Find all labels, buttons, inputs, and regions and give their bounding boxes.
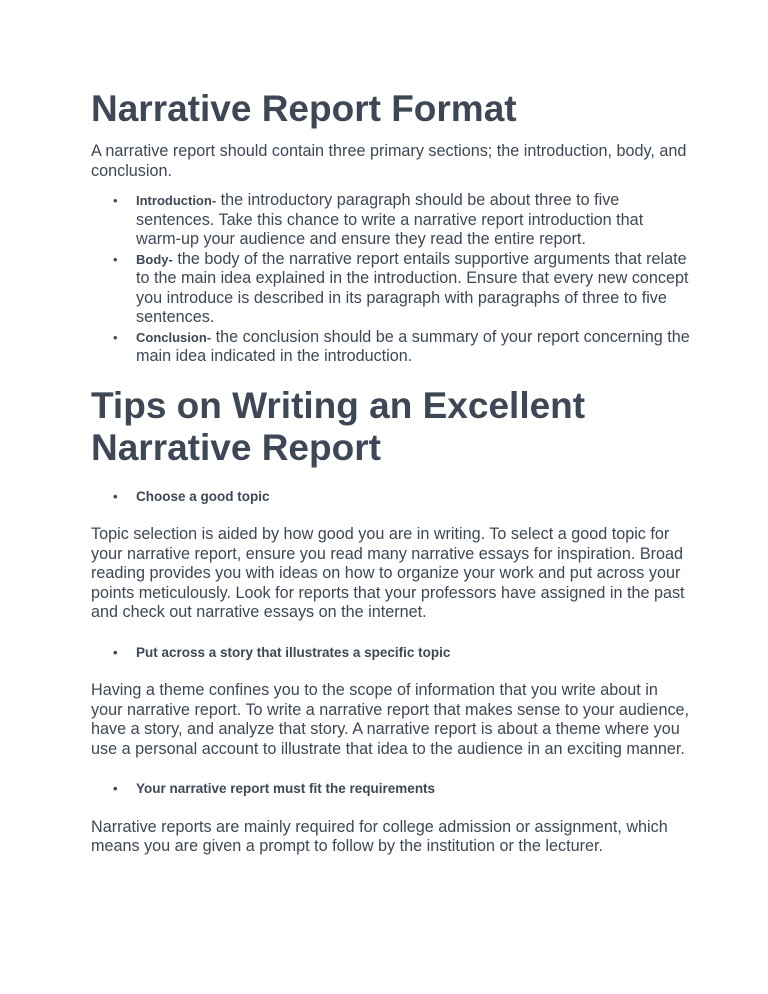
tip-heading-text: Your narrative report must fit the requirements bbox=[136, 781, 436, 796]
intro-paragraph: A narrative report should contain three primary sections; the introduction, body, and conclusion. bbox=[91, 142, 687, 180]
list-item-term: Introduction- bbox=[136, 193, 217, 208]
bullet-icon: • bbox=[113, 781, 118, 796]
section-title: Tips on Writing an Excellent Narrative Report bbox=[91, 384, 586, 468]
list-item-text: the body of the narrative report entails supportive arguments that relate to the main idea explained in the introduction. Ensure that every new concept you introduce is described in its paragraph with paragraphs of three to five sentences. bbox=[136, 249, 689, 326]
report-sections-list bbox=[91, 191, 691, 367]
tip-heading bbox=[91, 643, 691, 663]
bullet-icon: • bbox=[113, 488, 118, 504]
list-item-term: Body- bbox=[136, 251, 173, 267]
tip-heading-text: Choose a good topic bbox=[136, 488, 270, 504]
list-item bbox=[91, 328, 691, 367]
list-item-text: the introductory paragraph should be about three to five sentences. Take this chance to write a narrative report introduction that warm-up your audience and ensure they read the entire report. bbox=[136, 191, 644, 248]
tip-paragraph: Narrative reports are mainly required for college admission or assignment, which means you are given a prompt to follow by the institution or the lecturer. bbox=[91, 817, 668, 855]
list-item bbox=[91, 191, 691, 250]
list-item-text: the conclusion should be a summary of your report concerning the main idea indicated in the introduction. bbox=[136, 327, 690, 365]
bullet-icon: • bbox=[113, 644, 118, 660]
tip-paragraph: Having a theme confines you to the scope of information that you write about in your narrative report. To write a narrative report that makes sense to your audience, have a story, and analyze that story. A narrative report is about a theme where you use a personal account to illustrate that idea to the audience in an exciting manner. bbox=[91, 681, 690, 758]
document-page bbox=[91, 88, 691, 857]
tip-heading-text: Put across a story that illustrates a specific topic bbox=[136, 644, 451, 660]
tip-heading-list bbox=[91, 487, 691, 507]
page-title: Narrative Report Format bbox=[91, 88, 517, 129]
list-item-term: Conclusion- bbox=[136, 329, 212, 345]
tip-heading bbox=[91, 487, 691, 507]
tip-heading bbox=[91, 779, 691, 799]
tip-paragraph: Topic selection is aided by how good you are in writing. To select a good topic for your narrative report, ensure you read many narrative essays for inspiration. Broad reading provides you with ideas on how to organize your work and put across your points meticulously. Look for reports that your professors have assigned in the past and check out narrative essays on the internet. bbox=[91, 525, 685, 621]
tip-heading-list bbox=[91, 643, 691, 663]
bullet-icon: • bbox=[113, 251, 118, 267]
bullet-icon: • bbox=[113, 193, 118, 208]
list-item bbox=[91, 250, 691, 328]
bullet-icon: • bbox=[113, 329, 118, 345]
tip-heading-list bbox=[91, 779, 691, 799]
